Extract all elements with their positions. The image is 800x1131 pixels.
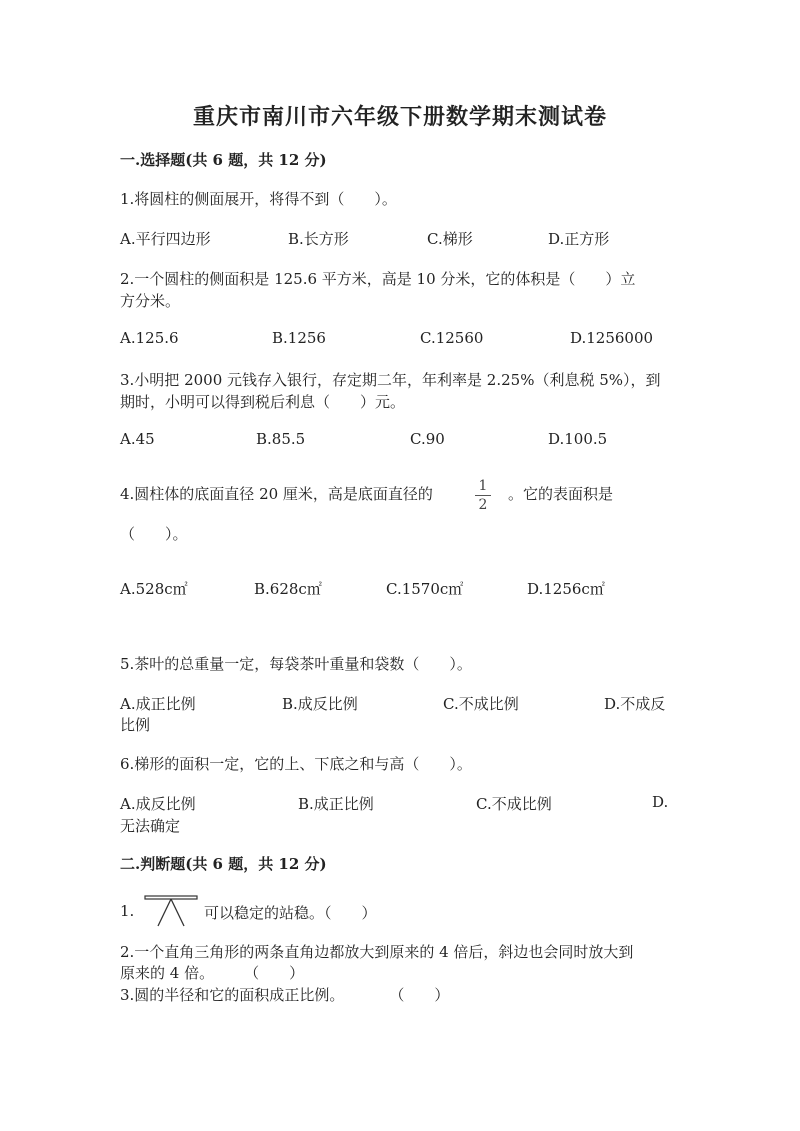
section-heading-judgment: 二.判断题(共 6 题，共 12 分) [120,855,327,873]
question-6-option-b: B.成正比例 [298,795,374,813]
stool-right-leg [171,899,184,926]
stool-figure [143,892,199,928]
question-1-option-c: C.梯形 [427,230,473,248]
section-heading-choice: 一.选择题(共 6 题，共 12 分) [120,151,327,169]
judgment-2-line-2: 原来的 4 倍。 （ ） [120,964,305,982]
question-1-option-a: A.平行四边形 [120,230,211,248]
judgment-2-line-1: 2.一个直角三角形的两条直角边都放大到原来的 4 倍后，斜边也会同时放大到 [120,943,634,961]
question-2-line-1: 2.一个圆柱的侧面积是 125.6 平方米，高是 10 分米，它的体积是（ ）立 [120,270,636,288]
question-6-option-d: D. [652,793,669,811]
question-2-option-d: D.1256000 [570,329,654,347]
question-1-option-b: B.长方形 [288,230,349,248]
question-4-option-a: A.528c㎡ [120,580,188,598]
question-4-line-1a: 4.圆柱体的底面直径 20 厘米，高是底面直径的 [120,485,433,503]
question-6-text: 6.梯形的面积一定，它的上、下底之和与高（ ）。 [120,755,472,773]
question-2-option-a: A.125.6 [120,329,179,347]
question-3-option-c: C.90 [410,430,445,448]
judgment-1-text: 可以稳定的站稳。（ ） [204,904,377,922]
fraction-bar [475,495,491,496]
question-4-option-c: C.1570c㎡ [386,580,464,598]
judgment-3-text: 3.圆的半径和它的面积成正比例。 （ ） [120,986,450,1004]
question-2-option-c: C.12560 [420,329,484,347]
fraction-one-half [475,478,491,513]
question-4-option-d: D.1256c㎡ [527,580,605,598]
question-3-option-b: B.85.5 [256,430,306,448]
question-6-option-c: C.不成比例 [476,795,552,813]
question-4-line-1b: 。它的表面积是 [508,485,614,503]
question-1-option-d: D.正方形 [548,230,610,248]
question-5-option-d: D.不成反 [604,695,666,713]
fraction-denominator: 2 [478,497,488,513]
question-6-option-d-wrap: 无法确定 [120,817,181,835]
question-1-text: 1.将圆柱的侧面展开，将得不到（ ）。 [120,190,397,208]
question-6-option-a: A.成反比例 [120,795,196,813]
question-3-line-2: 期时，小明可以得到税后利息（ ）元。 [120,393,406,411]
page-title: 重庆市南川市六年级下册数学期末测试卷 [192,104,607,130]
question-4-line-2: （ ）。 [120,525,188,543]
question-2-line-2: 方分米。 [120,292,181,310]
stool-left-leg [158,899,171,926]
question-3-option-a: A.45 [120,430,155,448]
question-5-text: 5.茶叶的总重量一定，每袋茶叶重量和袋数（ ）。 [120,655,472,673]
fraction-numerator: 1 [478,478,488,494]
question-5-option-b: B.成反比例 [282,695,358,713]
question-4-option-b: B.628c㎡ [254,580,322,598]
stool-top [145,896,197,899]
judgment-1-number: 1. [120,902,135,920]
question-5-option-c: C.不成比例 [443,695,519,713]
question-2-option-b: B.1256 [272,329,326,347]
question-3-line-1: 3.小明把 2000 元钱存入银行，存定期二年，年利率是 2.25%（利息税 5%），到 [120,371,661,389]
question-5-option-d-wrap: 比例 [120,716,151,734]
question-5-option-a: A.成正比例 [120,695,196,713]
question-3-option-d: D.100.5 [548,430,608,448]
